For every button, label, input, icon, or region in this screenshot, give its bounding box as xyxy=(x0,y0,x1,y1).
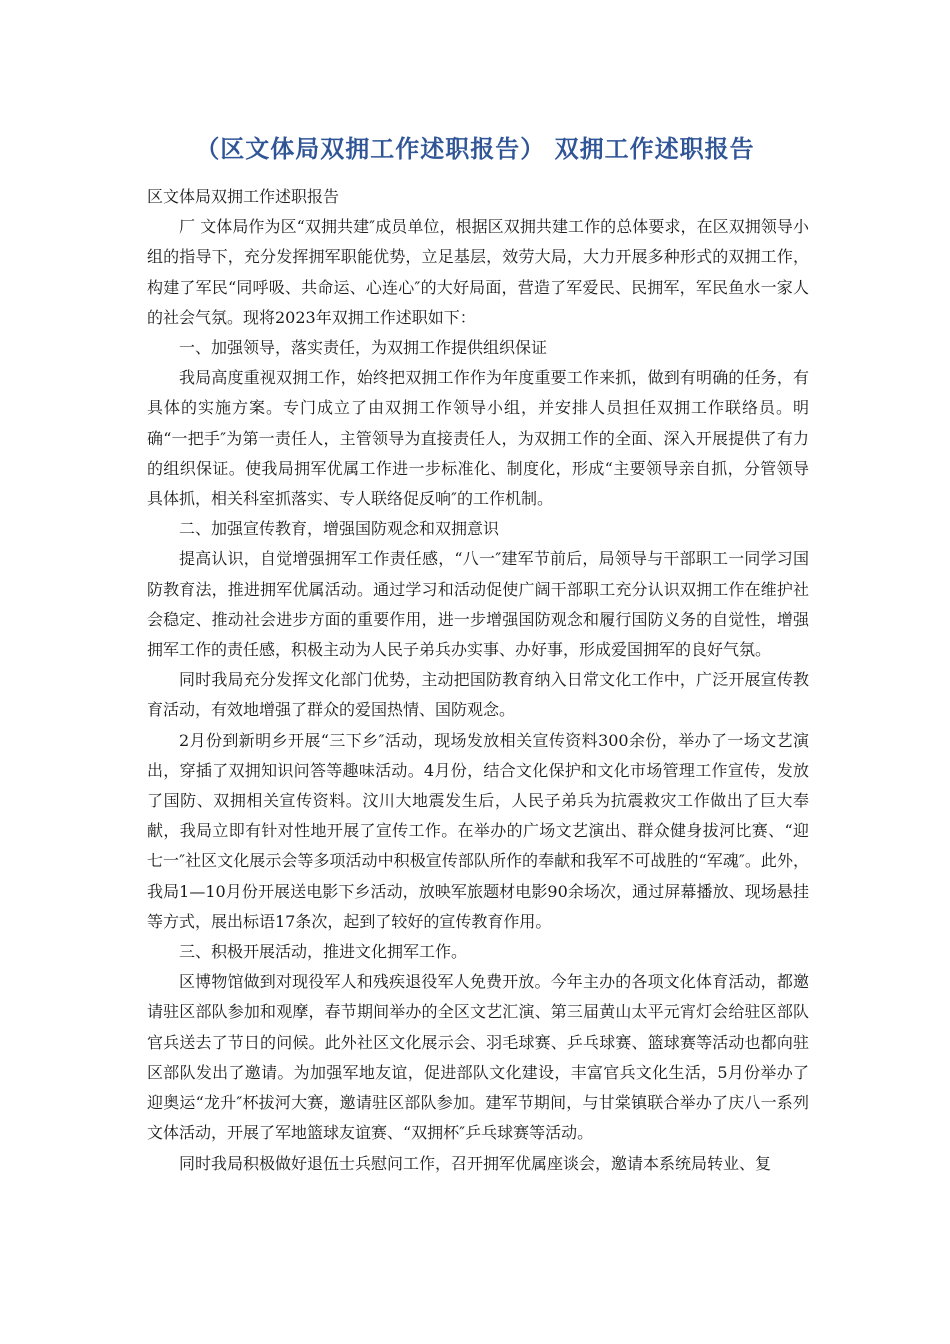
report-heading-line: 区文体局双拥工作述职报告 xyxy=(147,187,340,206)
section-heading-2: 二、加强宣传教育，增强国防观念和双拥意识 xyxy=(179,519,500,539)
paragraph-leadership: 我局高度重视双拥工作，始终把双拥工作作为年度重要工作来抓，做到有明确的任务，有具体的实施方案。专门成立了由双拥工作领导小组，并安排人员担任双拥工作联络员。明确“一把手″为第一责任人，主管领导为直接责任人，为双拥工作的全面、深入开展提供了有力的组织保证。使我局拥军优属工作进一步标准化、制度化，形成“主要领导亲自抓，分管领导具体抓，相关科室抓落实、专人联络促反响″的工作机制。 xyxy=(147,368,809,509)
section-heading-3: 三、积极开展活动，推进文化拥军工作。 xyxy=(179,942,468,962)
paragraph-culture-advantage: 同时我局充分发挥文化部门优势，主动把国防教育纳入日常文化工作中，广泛开展宣传教育活动，有效地增强了群众的爱国热情、国防观念。 xyxy=(147,670,809,720)
paragraph-museum: 区博物馆做到对现役军人和残疾退役军人免费开放。今年主办的各项文化体育活动，都邀请驻区部队参加和观摩，春节期间举办的全区文艺汇演、第三届黄山太平元宵灯会给驻区部队官兵送去了节日的问候。此外社区文化展示会、羽毛球赛、乒乓球赛、篮球赛等活动也都向驻区部队发出了邀请。为加强军地友谊，促进部队文化建设，丰富官兵文化生活，5月份举办了迎奥运“龙升″杯拔河大赛，邀请驻区部队参加。建军节期间，与甘棠镇联合举办了庆八一系列文体活动，开展了军地篮球友谊赛、“双拥杯″乒乓球赛等活动。 xyxy=(147,972,809,1143)
paragraph-activities: 2月份到新明乡开展“三下乡″活动，现场发放相关宣传资料300余份，举办了一场文艺演出，穿插了双拥知识问答等趣味活动。4月份，结合文化保护和文化市场管理工作宣传，发放了国防、双拥相关宣传资料。汶川大地震发生后，人民子弟兵为抗震救灾工作做出了巨大奉献，我局立即有针对性地开展了宣传工作。在举办的广场文艺演出、群众健身拔河比赛、“迎七一″社区文化展示会等多项活动中积极宣传部队所作的奉献和我军不可战胜的“军魂″。此外，我局1—10月份开展送电影下乡活动，放映军旅题材电影90余场次，通过屏幕播放、现场悬挂等方式，展出标语17条次，起到了较好的宣传教育作用。 xyxy=(147,730,809,931)
document-title: （区文体局双拥工作述职报告） 双拥工作述职报告 xyxy=(195,135,755,163)
paragraph-veterans: 同时我局积极做好退伍士兵慰问工作，召开拥军优属座谈会，邀请本系统局转业、复 xyxy=(179,1153,772,1173)
document-body xyxy=(147,182,809,1179)
section-heading-1: 一、加强领导，落实责任，为双拥工作提供组织保证 xyxy=(179,338,548,358)
intro-paragraph: 厂 文体局作为区“双拥共建″成员单位，根据区双拥共建工作的总体要求，在区双拥领导小组的指导下，充分发挥拥军职能优势，立足基层，效劳大局，大力开展多种形式的双拥工作，构建了军民“同呼吸、共命运、心连心″的大好局面，营造了军爱民、民拥军，军民鱼水一家人的社会气氛。现将2023年双拥工作述职如下： xyxy=(147,217,809,327)
paragraph-awareness: 提高认识，自觉增强拥军工作责任感，“八一″建军节前后，局领导与干部职工一同学习国防教育法，推进拥军优属活动。通过学习和活动促使广阔干部职工充分认识双拥工作在维护社会稳定、推动社会进步方面的重要作用，进一步增强国防观念和履行国防义务的自觉性，增强拥军工作的责任感，积极主动为人民子弟兵办实事、办好事，形成爱国拥军的良好气氛。 xyxy=(147,549,809,660)
